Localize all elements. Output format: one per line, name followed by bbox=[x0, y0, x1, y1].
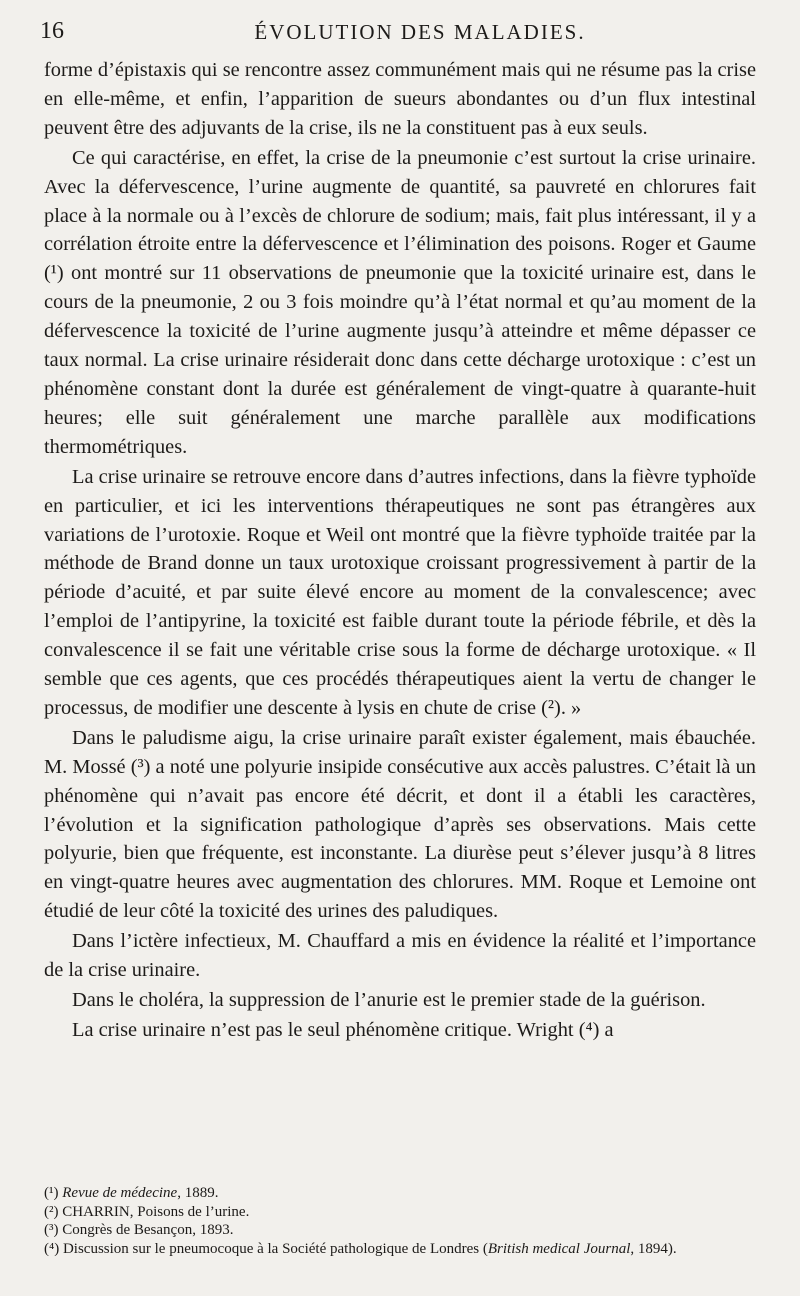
footnote-1-year: , 1889. bbox=[177, 1185, 219, 1201]
paragraph-5: Dans l’ictère infectieux, M. Chauffard a mis en évidence la réalité et l’importance de la crise urinaire. bbox=[44, 930, 756, 982]
footnote-2: (²) CHARRIN, Poisons de l’urine. bbox=[44, 1203, 250, 1220]
footnote-1-title: Revue de médecine bbox=[62, 1185, 178, 1201]
footnote-4-year: , 1894). bbox=[630, 1240, 677, 1257]
body-text bbox=[44, 56, 756, 1046]
page-number: 16 bbox=[40, 18, 64, 44]
footnote-4-text: (⁴) Discussion sur le pneumocoque à la Société pathologique de Londres ( bbox=[44, 1240, 488, 1257]
paragraph-1: forme d’épistaxis qui se rencontre assez communément mais qui ne résume pas la crise en elle-même, et enfin, l’apparition de sueurs abondantes ou d’un flux intestinal peuvent être des adjuvants de la crise, ils ne la constituent pas à eux seuls. bbox=[44, 59, 756, 139]
footnote-4 bbox=[44, 1240, 756, 1259]
paragraph-2: Ce qui caractérise, en effet, la crise de la pneumonie c’est surtout la crise urinaire. Avec la défervescence, l’urine augmente de quantité, sa pauvreté en chlorures fait place à la normale ou à l’excès de chlorure de sodium; mais, fait plus intéressant, il y a corrélation étroite entre la défervescence et l’élimination des poisons. Roger et Gaume (¹) ont montré sur 11 observations de pneumonie que la toxicité urinaire est, dans le cours de la pneumonie, 2 ou 3 fois moindre qu’à l’état normal et qu’au moment de la défervescence la toxicité de l’urine augmente jusqu’à atteindre et même dépasser ce taux normal. La crise urinaire résiderait donc dans cette décharge urotoxique : c’est un phénomène constant dont la durée est généralement de vingt-quatre à quarante-huit heures; elle suit généralement une marche parallèle aux modifications thermométriques. bbox=[44, 146, 756, 458]
footnote-3: (³) Congrès de Besançon, 1893. bbox=[44, 1222, 234, 1238]
paragraph-7: La crise urinaire n’est pas le seul phénomène critique. Wright (⁴) a bbox=[72, 1018, 614, 1041]
footnote-4-journal: British medical Journal bbox=[487, 1240, 631, 1257]
paragraph-6: Dans le choléra, la suppression de l’anurie est le premier stade de la guérison. bbox=[72, 989, 706, 1011]
running-head: ÉVOLUTION DES MALADIES. bbox=[254, 20, 586, 44]
page-header bbox=[40, 6, 760, 50]
footnote-1 bbox=[44, 1184, 756, 1203]
paragraph-4: Dans le paludisme aigu, la crise urinaire paraît exister également, mais ébauchée. M. Mossé (³) a noté une polyurie insipide consécutive aux accès palustres. C’était là un phénomène qui n’avait pas encore été décrit, et dont il a établi les caractères, l’évolution et la signification pathologique d’après ses observations. Mais cette polyurie, bien que fréquente, est inconstante. La diurèse peut s’élever jusqu’à 8 litres en vingt-quatre heures avec augmentation des chlorures. MM. Roque et Lemoine ont étudié de leur côté la toxicité des urines des paludiques. bbox=[44, 726, 756, 923]
footnotes bbox=[44, 1184, 756, 1258]
footnote-1-mark: (¹) bbox=[44, 1185, 59, 1201]
paragraph-3: La crise urinaire se retrouve encore dans d’autres infections, dans la fièvre typhoïde en particulier, et ici les interventions thérapeutiques ne sont pas étrangères aux variations de l’urotoxie. Roque et Weil ont montré que la fièvre typhoïde traitée par la méthode de Brand donne un taux urotoxique croissant progressivement à partir de la période d’acuité, et par suite élevé encore au moment de la convalescence; avec l’emploi de l’antipyrine, la toxicité est faible durant toute la période fébrile, et dès la convalescence il se fait une véritable crise sous la forme de décharge urotoxique. « Il semble que ces agents, que ces procédés thérapeutiques aient la vertu de changer le processus, de modifier une descente à lysis en chute de crise (²). » bbox=[44, 465, 756, 719]
